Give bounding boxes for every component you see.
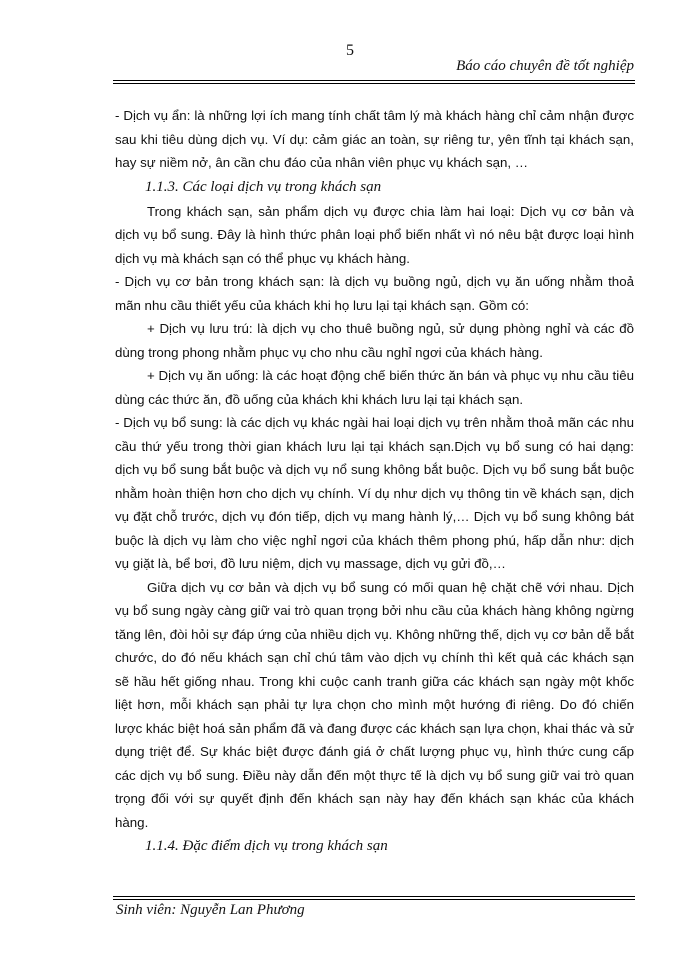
paragraph-supplementary-services: - Dịch vụ bổ sung: là các dịch vụ khác ngài hai loại dịch vụ trên nhằm thoả mãn các nhu cầu thứ yếu trong thời gian khách lưu lại tại khách sạn.Dịch vụ bổ sung có hai dạng: dịch vụ bổ sung bắt buộc và dịch vụ nổ sung không bắt buộc. Dịch vụ bổ sung bắt buộc nhằm hoàn thiện hơn cho dịch vụ chính. Ví dụ như dịch vụ thông tin về khách sạn, dịch vụ đặt chỗ trước, dịch vụ đón tiếp, dịch vụ mang hành lý,… Dịch vụ bổ sung không bát buộc là dịch vụ làm cho việc nghỉ ngơi của khách thêm phong phú, hấp dẫn như: dịch vụ giặt là, bể bơi, đồ lưu niệm, dịch vụ massage, dịch vụ gửi đồ,… xyxy=(115,415,634,571)
footer-rule-double xyxy=(113,899,635,900)
header-rule xyxy=(113,80,635,81)
page-number: 5 xyxy=(346,42,354,59)
paragraph-lodging-service: + Dịch vụ lưu trú: là dịch vụ cho thuê buồng ngủ, sử dụng phòng nghỉ và các đồ dùng trong phong nhằm phục vụ cho nhu cầu nghỉ ngơi của khách hàng. xyxy=(115,321,634,360)
report-header-title: Báo cáo chuyên đề tốt nghiệp xyxy=(456,58,634,74)
section-heading-1-1-4: 1.1.4. Đặc điểm dịch vụ trong khách sạn xyxy=(145,838,388,854)
header-rule-double xyxy=(113,83,635,84)
paragraph-basic-services: - Dịch vụ cơ bản trong khách sạn: là dịch vụ buồng ngủ, dịch vụ ăn uống nhằm thoả mãn nhu cầu thiết yếu của khách khi họ lưu lại tại khách sạn. Gồm có: xyxy=(115,274,634,313)
section-heading-1-1-3: 1.1.3. Các loại dịch vụ trong khách sạn xyxy=(145,178,382,195)
paragraph-service-relationship: Giữa dịch vụ cơ bản và dịch vụ bổ sung có mối quan hệ chặt chẽ với nhau. Dịch vụ bổ sung ngày càng giữ vai trò quan trọng bởi nhu cầu của khách hàng không ngừng tăng lên, đòi hỏi sự đáp ứng của nhiều dịch vụ. Không những thế, dịch vụ cơ bản dễ bắt chước, do đó nếu khách sạn chỉ chú tâm vào dịch vụ chính thì kết quả các khách sạn sẽ hầu hết giống nhau. Trong khi cuộc canh tranh giữa các khách sạn ngày một khốc liệt hơn, mỗi khách sạn phải tự lựa chọn cho mình một hướng đi riêng. Do đó chiến lược khác biệt hoá sản phẩm đã và đang được các khách sạn lựa chọn, khai thác và sử dụng triệt để. Sự khác biệt được đánh giá ở chất lượng phục vụ, hình thức cung cấp các dịch vụ bổ sung. Điều này dẫn đến một thực tế là dịch vụ bổ sung giữ vai trò quan trọng đối với sự quyết định đến khách sạn này hay đến khách sạn khác của khách hàng. xyxy=(115,579,634,830)
footer-student-name: Sinh viên: Nguyễn Lan Phương xyxy=(116,902,305,918)
footer-rule xyxy=(113,896,635,897)
paragraph-intangible-service: - Dịch vụ ẩn: là những lợi ích mang tính chất tâm lý mà khách hàng chỉ cảm nhận được sau khi tiêu dùng dịch vụ. Ví dụ: cảm giác an toàn, sự riêng tư, yên tĩnh tại khách sạn, hay sự niềm nở, ân cần chu đáo của nhân viên phục vụ khách sạn, … xyxy=(115,108,634,170)
document-body xyxy=(115,104,634,859)
paragraph-dining-service: + Dịch vụ ăn uống: là các hoạt động chế biến thức ăn bán và phục vụ nhu cầu tiêu dùng các thức ăn, đồ uống của khách khi khách lưu lại tại khách sạn. xyxy=(115,368,634,407)
paragraph-service-types: Trong khách sạn, sản phẩm dịch vụ được chia làm hai loại: Dịch vụ cơ bản và dịch vụ bổ sung. Đây là hình thức phân loại phổ biến nhất vì nó nêu bật được loại hình dịch vụ mà khách sạn có thể phục vụ khách hàng. xyxy=(115,203,634,266)
